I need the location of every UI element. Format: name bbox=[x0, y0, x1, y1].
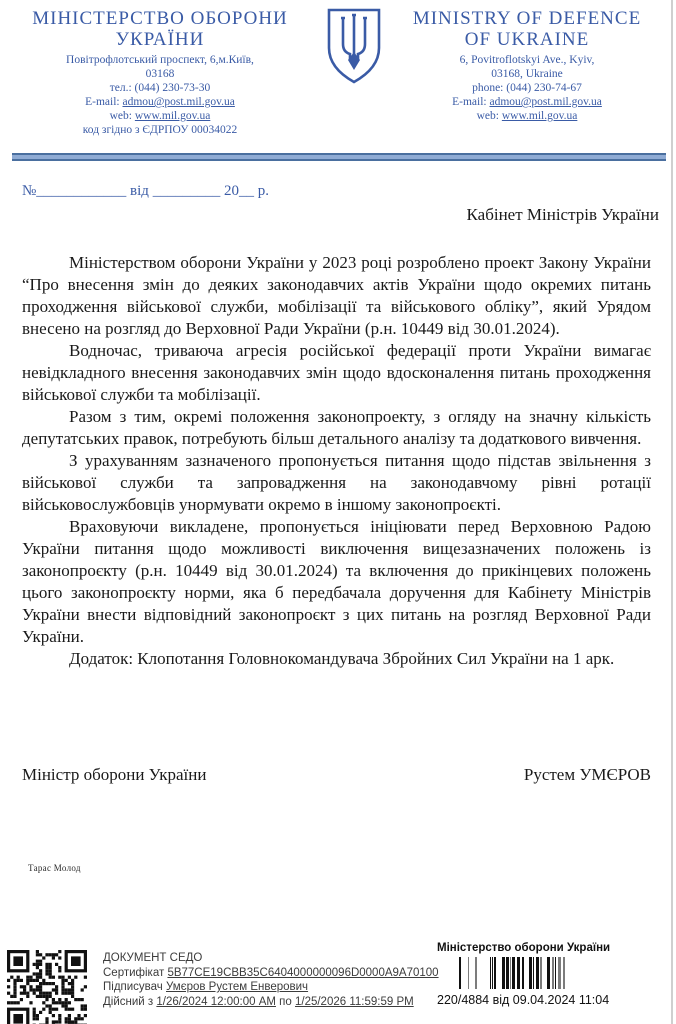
web-link-en[interactable]: www.mil.gov.ua bbox=[501, 110, 578, 122]
signature-row bbox=[22, 765, 651, 785]
ukraine-trident-emblem bbox=[323, 6, 385, 86]
certificate-label: Сертифікат bbox=[103, 966, 168, 979]
paragraph-2: Водночас, триваюча агресія російської федерації проти України вимагає невідкладного внесення законодавчих змін щодо вдосконалення питань проходження військової служби та мобілізації. bbox=[22, 341, 651, 404]
header-separator-bar bbox=[12, 153, 666, 161]
sedo-signature-block bbox=[103, 951, 439, 1009]
email-row-uk bbox=[12, 95, 308, 109]
stamp-registration-number: 220/4884 від 09.04.2024 11:04 bbox=[437, 993, 610, 1007]
contact-block-en bbox=[392, 53, 662, 123]
address-en-line2: 03168, Ukraine bbox=[491, 68, 563, 80]
valid-from-value: 1/26/2024 12:00:00 AM bbox=[156, 995, 276, 1008]
ministry-title-uk bbox=[12, 8, 308, 50]
email-row-en bbox=[392, 95, 662, 109]
web-label-en: web: bbox=[476, 110, 502, 122]
web-row-en bbox=[392, 109, 662, 123]
paragraph-4: З урахуванням зазначеного пропонується питання щодо підстав звільнення з військової служби та запровадження на законодавчому рівні ротації військовослужбовців унормувати окремо в іншому законопроєкті. bbox=[22, 451, 651, 514]
email-label-en: E-mail: bbox=[452, 96, 490, 108]
qr-code bbox=[7, 950, 87, 1024]
ministry-title-uk-line2: УКРАЇНИ bbox=[115, 29, 205, 50]
stamp-organization: Міністерство оборони України bbox=[437, 942, 611, 954]
valid-to-label: по bbox=[275, 995, 295, 1008]
address-uk-line1: Повітрофлотський проспект, 6,м.Київ, bbox=[66, 54, 254, 66]
edrpou-code: код згідно з ЄДРПОУ 00034022 bbox=[82, 124, 238, 136]
signer-name: Рустем УМЄРОВ bbox=[523, 765, 651, 784]
registration-stamp bbox=[437, 942, 611, 1007]
executor-name: Тарас Молод bbox=[28, 863, 81, 873]
signer-label: Підписувач bbox=[103, 981, 166, 994]
phone-uk: тел.: (044) 230-73-30 bbox=[109, 82, 211, 94]
address-en-line1: 6, Povitroflotskyi Ave., Kyiv, bbox=[459, 54, 595, 66]
web-label-uk: web: bbox=[109, 110, 135, 122]
trident-icon bbox=[323, 6, 385, 86]
ministry-title-uk-line1: МІНІСТЕРСТВО ОБОРОНИ bbox=[32, 8, 288, 29]
email-link-en[interactable]: admou@post.mil.gov.ua bbox=[489, 96, 602, 108]
valid-from-label: Дійсний з bbox=[103, 995, 157, 1008]
paragraph-1: Міністерством оборони України у 2023 році розроблено проект Закону України “Про внесення змін до деяких законодавчих актів України щодо окремих питань проходження військової служби, мобілізації та військового обліку”, який Урядом внесено на розгляд до Верховної Ради України (р.н. 10449 від 30.01.2024). bbox=[22, 253, 651, 338]
attachment-line: Додаток: Клопотання Головнокомандувача Збройних Сил України на 1 арк. bbox=[69, 649, 615, 668]
signer-value: Умєров Рустем Енверович bbox=[166, 981, 309, 994]
sedo-validity-row bbox=[103, 995, 439, 1010]
header-english bbox=[392, 8, 662, 123]
paragraph-3: Разом з тим, окремі положення законопроекту, з огляду на значну кількість депутатських правок, потребують більш детального аналізу та додаткового вивчення. bbox=[22, 407, 651, 448]
reference-number-line: №____________ від _________ 20__ р. bbox=[22, 183, 269, 199]
certificate-value: 5B77CE19CBB35C6404000000096D0000A9A70100 bbox=[167, 966, 439, 979]
addressee: Кабінет Міністрів України bbox=[466, 205, 659, 224]
ministry-title-en-line2: OF UKRAINE bbox=[464, 29, 590, 50]
sedo-signer-row bbox=[103, 980, 439, 995]
address-uk-line2: 03168 bbox=[145, 68, 175, 80]
signer-position: Міністр оборони України bbox=[22, 765, 207, 784]
web-link-uk[interactable]: www.mil.gov.ua bbox=[134, 110, 211, 122]
phone-en: phone: (044) 230-74-67 bbox=[472, 82, 582, 94]
sedo-title: ДОКУМЕНТ СЕДО bbox=[103, 952, 203, 964]
email-label-uk: E-mail: bbox=[85, 96, 123, 108]
paragraph-5: Враховуючи викладене, пропонується ініціювати перед Верховною Радою України питання щодо можливості виключення вищезазначених положень із законопроєкту (р.н. 10449 від 30.01.2024) та включення до прикінцевих положень цього законопроєкту норми, яка б передбачала доручення для Кабінету Міністрів України внести відповідний законопроєкт з цих питань на розгляд Верховної Ради України. bbox=[22, 517, 651, 646]
qr-code-graphic bbox=[7, 950, 87, 1024]
web-row-uk bbox=[12, 109, 308, 123]
ministry-title-en bbox=[392, 8, 662, 50]
contact-block-uk bbox=[12, 53, 308, 137]
sedo-certificate-row bbox=[103, 966, 439, 981]
ministry-title-en-line1: MINISTRY OF DEFENCE bbox=[412, 8, 642, 29]
valid-to-value: 1/25/2026 11:59:59 PM bbox=[294, 995, 414, 1008]
letter-body bbox=[22, 252, 651, 670]
barcode bbox=[459, 957, 573, 989]
email-link-uk[interactable]: admou@post.mil.gov.ua bbox=[122, 96, 235, 108]
header-ukrainian bbox=[12, 8, 308, 137]
